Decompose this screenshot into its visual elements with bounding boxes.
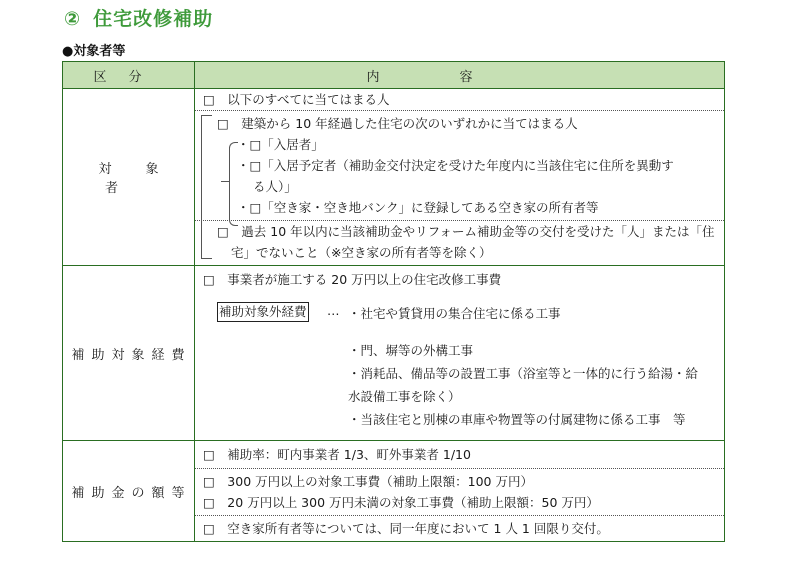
content-eligible-persons bbox=[195, 89, 725, 266]
subsidy-once-per-year: □ 空き家所有者等については、同一年度において 1 人 1 回限り交付。 bbox=[203, 521, 609, 536]
condition-no-prior-subsidy: □ 過去 10 年以内に当該補助金やリフォーム補助金等の交付を受けた「人」または「住 bbox=[217, 224, 715, 239]
content-subsidy-amount bbox=[195, 441, 725, 542]
page-title bbox=[64, 4, 213, 31]
excluded-expenses bbox=[195, 290, 724, 440]
header-category: 区分 bbox=[63, 62, 195, 89]
eligibility-table bbox=[62, 61, 725, 542]
sub-condition-planned-resident: ・□「入居予定者（補助金交付決定を受けた年度内に当該住宅に住所を異動す bbox=[237, 158, 674, 173]
section-label: ●対象者等 bbox=[62, 44, 126, 59]
excluded-item-consumables: ・消耗品、備品等の設置工事（浴室等と一体的に行う給湯・給 bbox=[348, 366, 699, 381]
table-row-eligible-persons bbox=[63, 89, 725, 266]
header-content: 内容 bbox=[195, 62, 725, 89]
category-subsidy-amount: 補助金の額等 bbox=[63, 441, 195, 542]
expense-main: □ 事業者が施工する 20 万円以上の住宅改修工事費 bbox=[203, 272, 502, 287]
table-header-row bbox=[63, 62, 725, 89]
excluded-expenses-label: 補助対象外経費 bbox=[217, 302, 309, 322]
excluded-item-exterior: ・門、塀等の外構工事 bbox=[348, 343, 474, 358]
title-text: 住宅改修補助 bbox=[93, 8, 214, 30]
condition-building-age: □ 建築から 10 年経過した住宅の次のいずれかに当てはまる人 bbox=[217, 116, 578, 131]
content-eligible-expenses bbox=[195, 266, 725, 441]
excluded-item-annex: ・当該住宅と別棟の車庫や物置等の付属建物に係る工事 等 bbox=[348, 412, 686, 427]
subsidy-rate: □ 補助率：町内事業者 1/3、町外事業者 1/10 bbox=[203, 447, 471, 462]
category-eligible-persons: 対象者 bbox=[63, 89, 195, 266]
sub-condition-resident: ・□「入居者」 bbox=[237, 137, 324, 152]
subsidy-cap-20: □ 20 万円以上 300 万円未満の対象工事費（補助上限額：50 万円） bbox=[203, 495, 599, 510]
table-row-subsidy-amount bbox=[63, 441, 725, 542]
title-number: ② bbox=[64, 8, 82, 30]
ellipsis: … bbox=[327, 303, 340, 318]
category-eligible-expenses: 補助対象経費 bbox=[63, 266, 195, 441]
condition-all-apply: □ 以下のすべてに当てはまる人 bbox=[203, 92, 390, 107]
sub-condition-vacant-house-owner: ・□「空き家・空き地バンク」に登録してある空き家の所有者等 bbox=[237, 200, 599, 215]
subsidy-cap-300: □ 300 万円以上の対象工事費（補助上限額：100 万円） bbox=[203, 474, 533, 489]
excluded-item-consumables-cont: 水設備工事を除く） bbox=[348, 389, 461, 404]
condition-no-prior-subsidy-cont: 宅」でないこと（※空き家の所有者等を除く） bbox=[231, 245, 492, 260]
table-row-eligible-expenses bbox=[63, 266, 725, 441]
condition-group bbox=[195, 110, 724, 265]
excluded-item-company-housing: ・社宅や賃貸用の集合住宅に係る工事 bbox=[348, 306, 561, 321]
sub-condition-planned-resident-cont: る人）」 bbox=[253, 179, 297, 194]
